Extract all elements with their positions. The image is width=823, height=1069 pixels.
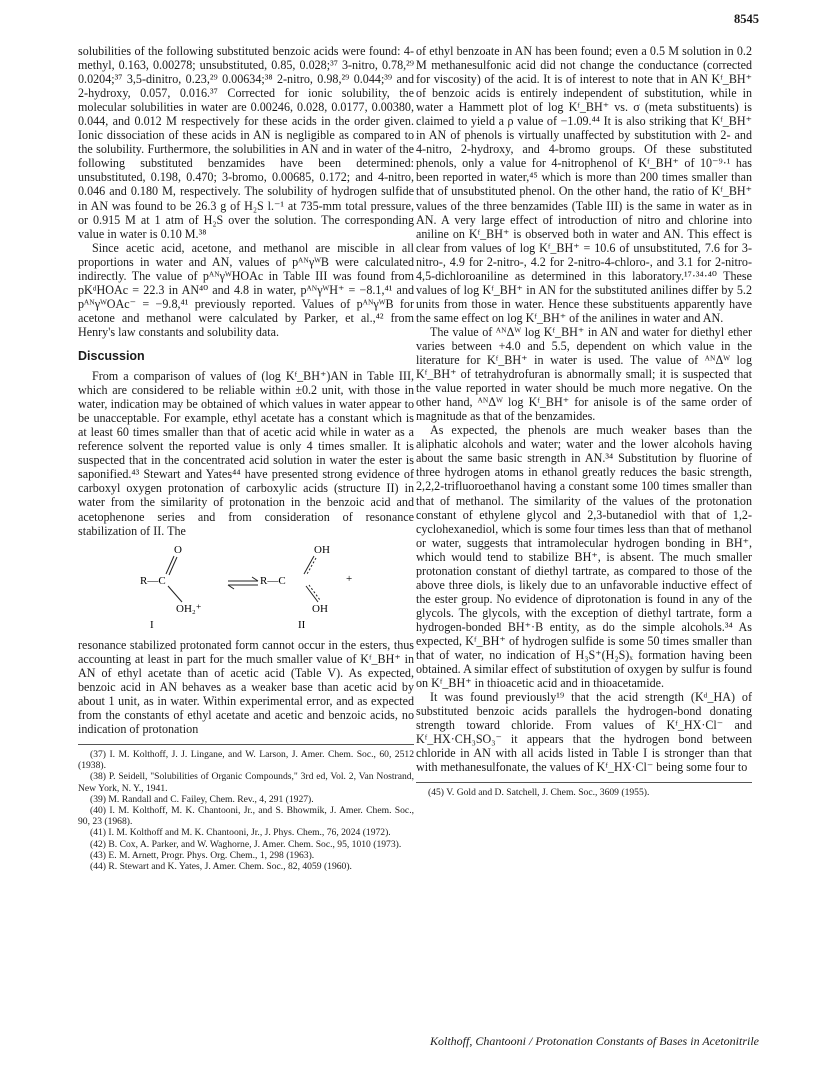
- oh-top-label: OH: [314, 543, 330, 556]
- reference: (37) I. M. Kolthoff, J. J. Lingane, and W. Larson, J. Amer. Chem. Soc., 60, 2512 (1938).: [78, 748, 414, 772]
- reference: (45) V. Gold and D. Satchell, J. Chem. Soc., 3609 (1955).: [428, 787, 650, 799]
- reference: (43) E. M. Arnett, Progr. Phys. Org. Chem., 1, 298 (1963).: [90, 849, 315, 861]
- plus-label: +: [346, 572, 353, 585]
- references: [78, 744, 414, 872]
- right-column: [416, 44, 752, 799]
- reference: (44) R. Stewart and K. Yates, J. Amer. Chem. Soc., 82, 4059 (1960).: [90, 860, 352, 872]
- section-heading: Discussion: [78, 348, 145, 363]
- running-footer: Kolthoff, Chantooni / Protonation Constants of Bases in Acetonitrile: [429, 1034, 759, 1048]
- reference: (38) P. Seidell, "Solubilities of Organic Compounds," 3rd ed, Vol. 2, Van Nostrand, New York, N. Y., 1941.: [78, 771, 414, 794]
- page-number: 8545: [734, 12, 759, 26]
- scheme-drawing: [78, 542, 414, 634]
- oxygen-label: O: [174, 543, 182, 556]
- paragraph: From a comparison of values of (log Kᶠ_BH⁺)AN in Table III, which are considered to be reliable within ±0.2 unit, with those in water, indication may be obtained of which values in water appear to be unacceptable. For example, ethyl acetate has a constant which is at least 60 times smaller than that of acetic acid while in water as a reference solvent the reported value is only 4 times smaller. It is suspected that in the concentrated acid solution in water the ester is saponified.⁴³ Stewart and Yates⁴⁴ have presented strong evidence of carboxyl oxygen protonation of carboxylic acids (structure II) in water from the similarity of protonation in the benzoic acid and acetophenone series and from consideration of resonance stabilization of II. The: [78, 369, 414, 538]
- references: [416, 782, 752, 798]
- chemical-scheme: [78, 542, 414, 634]
- structure-i-label: I: [150, 618, 154, 631]
- oh2-label: OH₂⁺: [176, 602, 202, 615]
- left-column: [78, 44, 414, 872]
- reference: (39) M. Randall and C. Failey, Chem. Rev., 4, 291 (1927).: [90, 793, 314, 805]
- paragraph: solubilities of the following substituted benzoic acids were found: 4-methyl, 0.163, 0.00278; unsubstituted, 0.85, 0.028;³⁷ 3-nitro, 0.78,²⁹ 0.0204;³⁷ 3,5-dinitro, 0.23,²⁹ 0.00634;³⁸ 2-nitro, 0.98,²⁹ 0.044;³⁹ and 2-hydroxy, 0.057, 0.016.³⁷ Corrected for ionic solubility, the molecular solubilities in water are 0.00246, 0.028, 0.0177, 0.00380, 0.044, and 0.012 M respectively for these acids in the order given. Ionic dissociation of these acids in AN is negligible as compared to the solubility. Furthermore, the solubilities in AN and in water of the following substituted benzamides have been determined: unsubstituted, 0.198, 0.470; 3-bromo, 0.00685, 0.172; and 4-nitro, 0.046 and 0.180 M, respectively. The solubility of hydrogen sulfide in AN was found to be 26.3 g of H₂S l.⁻¹ at 735-mm total pressure, or 0.915 M at 1 atm of H₂S over the solution. The corresponding value in water is 0.10 M.³⁸: [78, 44, 414, 241]
- paragraph: Since acetic acid, acetone, and methanol are miscible in all proportions in water and AN, values of pᴬᴺγᵂB were calculated indirectly. The value of pᴬᴺγᵂHOAc in Table III was found from pKᵈHOAc = 22.3 in AN⁴⁰ and 4.8 in water, pᴬᴺγᵂH⁺ = −8.1,⁴¹ and pᴬᴺγᵂOAc⁻ = −9.8,⁴¹ previously reported. Values of pᴬᴺγᵂB for acetone and methanol were calculated by Parker, et al.,⁴² from Henry's law constants and solubility data.: [78, 240, 414, 339]
- paragraph: resonance stabilized protonated form cannot occur in the esters, thus accounting at least in part for the much smaller value of Kᶠ_BH⁺ in AN of ethyl acetate than of acetic acid (Table V). As expected, benzoic acid in AN behaves as a weaker base than acetic acid by about 1 unit, as in water. Within experimental error, and as expected from the constants of ethyl acetate and acetic and benzoic acids, no indication of protonation: [78, 637, 414, 736]
- rc-label-2: R—C: [260, 574, 286, 587]
- reference: (41) I. M. Kolthoff and M. K. Chantooni, Jr., J. Phys. Chem., 76, 2024 (1972).: [90, 827, 391, 839]
- paragraph: It was found previously¹⁹ that the acid strength (Kᵈ_HA) of substituted benzoic acids parallels the hydrogen-bond donating strength toward chloride. From values of Kᶠ_HX·Cl⁻ and Kᶠ_HX·CH₃SO₃⁻ it appears that the hydrogen bond between chloride in AN with all acids listed in Table I is stronger than that with methanesulfonate, the values of Kᶠ_HX·Cl⁻ being some four to: [416, 690, 752, 775]
- paragraph: The value of ᴬᴺΔᵂ log Kᶠ_BH⁺ in AN and water for diethyl ether varies between +4.0 and 5.5, dependent on which value in the literature for Kᶠ_BH⁺ in water is used. The value of ᴬᴺΔᵂ log Kᶠ_BH⁺ of tetrahydrofuran is abnormally small; it is suspected that the value reported in water should be much more negative. On the other hand, ᴬᴺΔᵂ log Kᶠ_BH⁺ for anisole is of the same order of magnitude as that of the benzamides.: [416, 324, 752, 424]
- structure-ii-label: II: [298, 618, 306, 631]
- reference: (40) I. M. Kolthoff, M. K. Chantooni, Jr., and S. Bhowmik, J. Amer. Chem. Soc., 90, 23 (1968).: [78, 804, 414, 828]
- rc-label: R—C: [140, 574, 166, 587]
- paragraph: As expected, the phenols are much weaker bases than the aliphatic alcohols and water; water and the lower alcohols having about the same basic strength in AN.³⁴ Substitution by fluorine of three hydrogen atoms in ethanol greatly reduces the basic strength, 2,2,2-trifluoroethanol having a constant some 100 times smaller than that of methanol. The similarity of the values of the protonation constant of ethylene glycol and 2,3-butanediol with that of 1,2-cyclohexanediol, which is some four times less than that of methanol or water, suggests that intramolecular hydrogen bonding in BH⁺, which would tend to stabilize BH⁺, is absent. The much smaller protonation constant of diethyl tartrate, as compared to those of the above three diols, is likely due to an unfavorable inductive effect of the ester group. No evidence of diprotonation is found in any of the glycols. The glycols, with the exception of diethyl tartrate, form a hydrogen-bonded BH⁺·B entity, as do the simple alcohols.³⁴ As expected, Kᶠ_BH⁺ of hydrogen sulfide is some 50 times smaller than that of water, no indication of H₃S⁺(H₂S)ₓ formation having been obtained. A similar effect of substitution of oxygen by sulfur is found on Kᶠ_BH⁺ in thioacetic acid and in thioacetamide.: [416, 423, 752, 691]
- oh-bottom-label: OH: [312, 602, 328, 615]
- reference: (42) B. Cox, A. Parker, and W. Waghorne, J. Amer. Chem. Soc., 95, 1010 (1973).: [90, 838, 402, 850]
- paragraph: of ethyl benzoate in AN has been found; even a 0.5 M solution in 0.2 M methanesulfonic acid did not change the conductance (corrected for viscosity) of the acid. It is of interest to note that in AN Kᶠ_BH⁺ of benzoic acids is entirely independent of substitution, while in water a Hammett plot of log Kᶠ_BH⁺ vs. σ (meta substituents) is claimed to yield a ρ value of −1.09.⁴⁴ It is also striking that Kᶠ_BH⁺ in AN of phenols is virtually unaffected by substitution with 2- and 4-nitro, 2-hydroxy, and 4-bromo groups. Of these substituted phenols, only a value for 4-nitrophenol of Kᶠ_BH⁺ of 10⁻⁹·¹ has been reported in water,⁴⁵ which is more than 200 times smaller than that of unsubstituted phenol. On the other hand, the ratio of Kᶠ_BH⁺ values of the three benzamides (Table III) is the same in water as in AN. A very large effect of introduction of nitro and chlorine into aniline on Kᶠ_BH⁺ is observed both in water and AN. This effect is clear from values of log Kᶠ_BH⁺ = 10.6 of unsubstituted, 7.6 for 3-nitro-, 4.9 for 2-nitro-, 4.2 for 2-nitro-4-chloro-, and 3.1 for 2-nitro-4,5-dichloroaniline as determined in this laboratory.¹⁷·³⁴·⁴⁰ These values of log Kᶠ_BH⁺ in AN for the substituted anilines differ by 5.2 units from those in water. Hence these substituents apparently have the same effect on log Kᶠ_BH⁺ of the anilines in water and AN.: [416, 44, 752, 325]
